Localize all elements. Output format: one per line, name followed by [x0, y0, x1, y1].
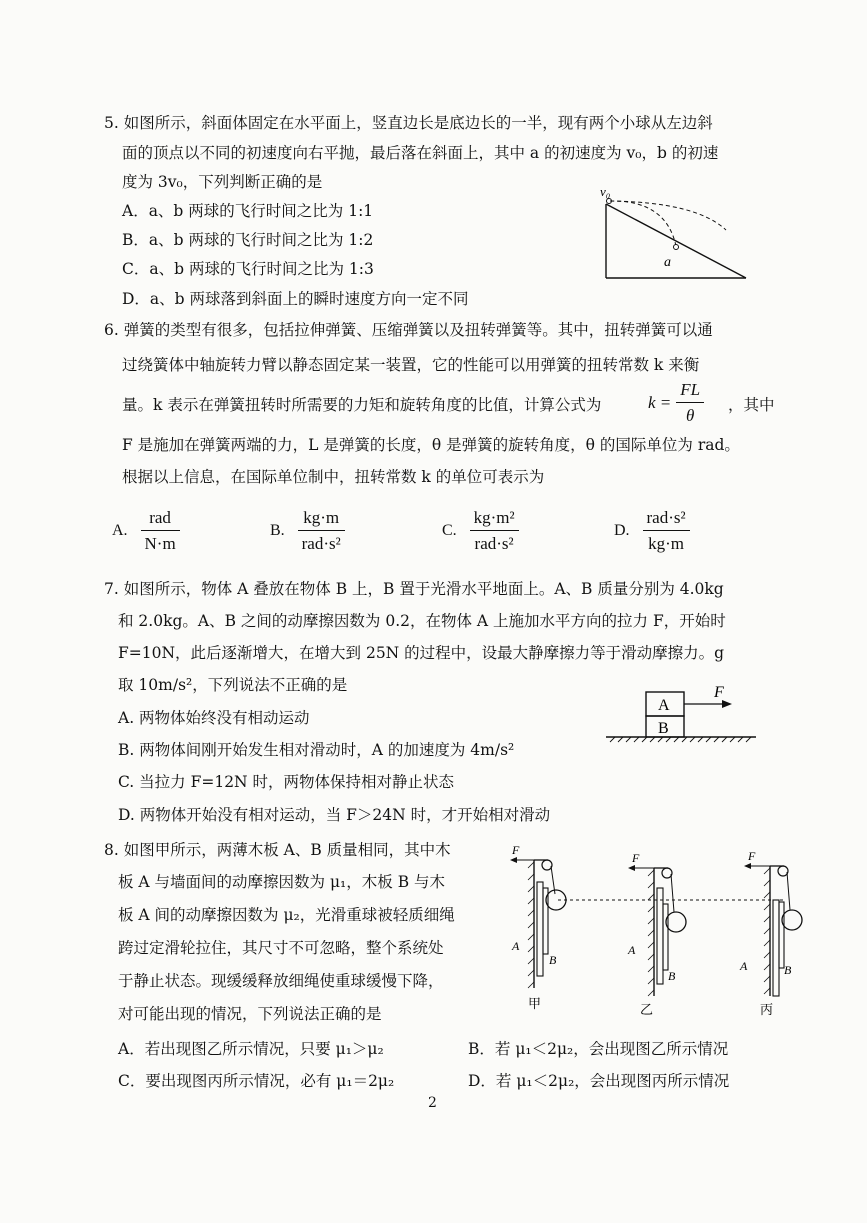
- q8-option-a: A．若出现图乙所示情况，只要 μ₁＞μ₂: [118, 1040, 384, 1058]
- q8-line-6: 对可能出现的情况，下列说法正确的是: [118, 1005, 382, 1023]
- q8-bing-force-label: F: [748, 849, 756, 863]
- q7-line-3: F=10N，此后逐渐增大，在增大到 25N 的过程中，设最大静摩擦力等于滑动摩擦力。g: [118, 644, 725, 662]
- q8-bing-a-label: A: [740, 959, 748, 973]
- q5-option-d: D．a、b 两球落到斜面上的瞬时速度方向一定不同: [122, 290, 469, 308]
- q8-jia-force-label: F: [512, 843, 520, 857]
- q8-yi-a-label: A: [628, 943, 636, 957]
- q6-option-c: [442, 508, 519, 554]
- q8-line-4: 跨过定滑轮拉住，其尺寸不可忽略，整个系统处: [118, 939, 444, 957]
- q6-formula-fraction: [676, 380, 704, 426]
- q8-jia-a-label: A: [512, 939, 520, 953]
- q6-line-5: 根据以上信息，在国际单位制中，扭转常数 k 的单位可表示为: [122, 468, 545, 486]
- q7-block-a-label: A: [658, 697, 670, 714]
- q8-option-d: D．若 μ₁＜2μ₂，会出现图丙所示情况: [468, 1072, 730, 1090]
- q7-option-b: B. 两物体间刚开始发生相对滑动时，A 的加速度为 4m/s²: [118, 741, 515, 759]
- q5-line-2: 面的顶点以不同的初速度向右平抛，最后落在斜面上，其中 a 的初速度为 v₀，b 的初速: [122, 144, 719, 162]
- q7-line-1: 7. 如图所示，物体 A 叠放在物体 B 上，B 置于光滑水平地面上。A、B 质量分别为 4.0kg: [104, 580, 724, 598]
- q8-line-3: 板 A 间的动摩擦因数为 μ₂，光滑重球被轻质细绳: [118, 906, 455, 924]
- q6-option-c-num: kg·m²: [470, 508, 519, 531]
- q6-option-d-num: rad·s²: [643, 508, 690, 531]
- q7-line-2: 和 2.0kg。A、B 之间的动摩擦因数为 0.2，在物体 A 上施加水平方向的拉力 F，开始时: [118, 612, 726, 630]
- q6-option-b: [270, 508, 345, 554]
- q6-formula-den: θ: [685, 406, 695, 425]
- q8-caption-jia: 甲: [528, 996, 542, 1011]
- q5-option-c: C．a、b 两球的飞行时间之比为 1:3: [122, 260, 374, 278]
- q6-formula-lhs: k =: [648, 393, 672, 412]
- q5-a-label: a: [664, 255, 671, 270]
- q6-option-c-label: C.: [442, 522, 457, 539]
- q6-line-1: 6. 弹簧的类型有很多，包括拉伸弹簧、压缩弹簧以及扭转弹簧等。其中，扭转弹簧可以通: [104, 321, 713, 339]
- q6-option-a: [112, 508, 180, 554]
- q6-formula: [648, 380, 704, 426]
- q6-line-4: F 是施加在弹簧两端的力，L 是弹簧的长度，θ 是弹簧的旋转角度，θ 的国际单位为 rad。: [122, 436, 740, 454]
- q8-figure-bing: [739, 849, 802, 1017]
- q6-option-c-den: rad·s²: [474, 534, 514, 553]
- q6-option-b-den: rad·s²: [301, 534, 341, 553]
- q8-figure-yi: [627, 851, 686, 1017]
- q5-v0-label: v₀: [600, 184, 611, 199]
- q6-option-d-den: kg·m: [648, 534, 684, 553]
- q8-line-5: 于静止状态。现缓缓释放细绳使重球缓慢下降，: [118, 972, 444, 990]
- q8-option-c: C．要出现图丙所示情况，必有 μ₁＝2μ₂: [118, 1072, 395, 1090]
- q5-incline-figure: [596, 186, 756, 282]
- q5-option-a: A．a、b 两球的飞行时间之比为 1:1: [122, 202, 374, 220]
- q7-option-a: A. 两物体始终没有相动运动: [118, 709, 310, 727]
- q5-option-b: B．a、b 两球的飞行时间之比为 1:2: [122, 231, 374, 249]
- q6-option-a-label: A.: [112, 522, 128, 539]
- q6-line-2: 过绕簧体中轴旋转力臂以静态固定某一装置，它的性能可以用弹簧的扭转常数 k 来衡: [122, 356, 700, 374]
- q8-bing-b-label: B: [784, 963, 792, 977]
- q5-line-1: 5. 如图所示，斜面体固定在水平面上，竖直边长是底边长的一半，现有两个小球从左边斜: [104, 114, 713, 132]
- q7-force-label: F: [714, 684, 724, 701]
- q7-option-d: D. 两物体开始没有相对运动，当 F＞24N 时，才开始相对滑动: [118, 806, 551, 824]
- q6-option-d-label: D.: [614, 522, 630, 539]
- q7-line-4: 取 10m/s²，下列说法不正确的是: [118, 676, 348, 694]
- q6-formula-num: FL: [676, 380, 704, 403]
- q8-figures: [500, 838, 810, 1018]
- q7-blocks-figure: [606, 684, 756, 746]
- q8-line-1: 8. 如图甲所示，两薄木板 A、B 质量相同，其中木: [104, 841, 451, 859]
- q8-yi-force-label: F: [632, 851, 640, 865]
- q6-option-d: [614, 508, 690, 554]
- q8-option-b: B．若 μ₁＜2μ₂，会出现图乙所示情况: [468, 1040, 729, 1058]
- q6-line-3-tail: ，其中: [728, 396, 775, 414]
- q8-figure-jia: [510, 843, 566, 1011]
- q5-line-3: 度为 3v₀，下列判断正确的是: [122, 173, 323, 191]
- q8-yi-b-label: B: [668, 969, 676, 983]
- q8-caption-yi: 乙: [640, 1002, 654, 1017]
- q6-option-b-num: kg·m: [298, 508, 345, 531]
- q6-option-b-label: B.: [270, 522, 285, 539]
- q7-block-b-label: B: [658, 720, 669, 737]
- q6-option-a-den: N·m: [144, 534, 176, 553]
- q8-line-2: 板 A 与墙面间的动摩擦因数为 μ₁，木板 B 与木: [118, 873, 446, 891]
- q7-option-c: C. 当拉力 F=12N 时，两物体保持相对静止状态: [118, 773, 455, 791]
- q8-jia-b-label: B: [549, 953, 557, 967]
- page-number: 2: [428, 1095, 437, 1111]
- q6-option-a-num: rad: [141, 508, 180, 531]
- q6-line-3: 量。k 表示在弹簧扭转时所需要的力矩和旋转角度的比值，计算公式为: [122, 396, 602, 414]
- q8-caption-bing: 丙: [760, 1002, 774, 1017]
